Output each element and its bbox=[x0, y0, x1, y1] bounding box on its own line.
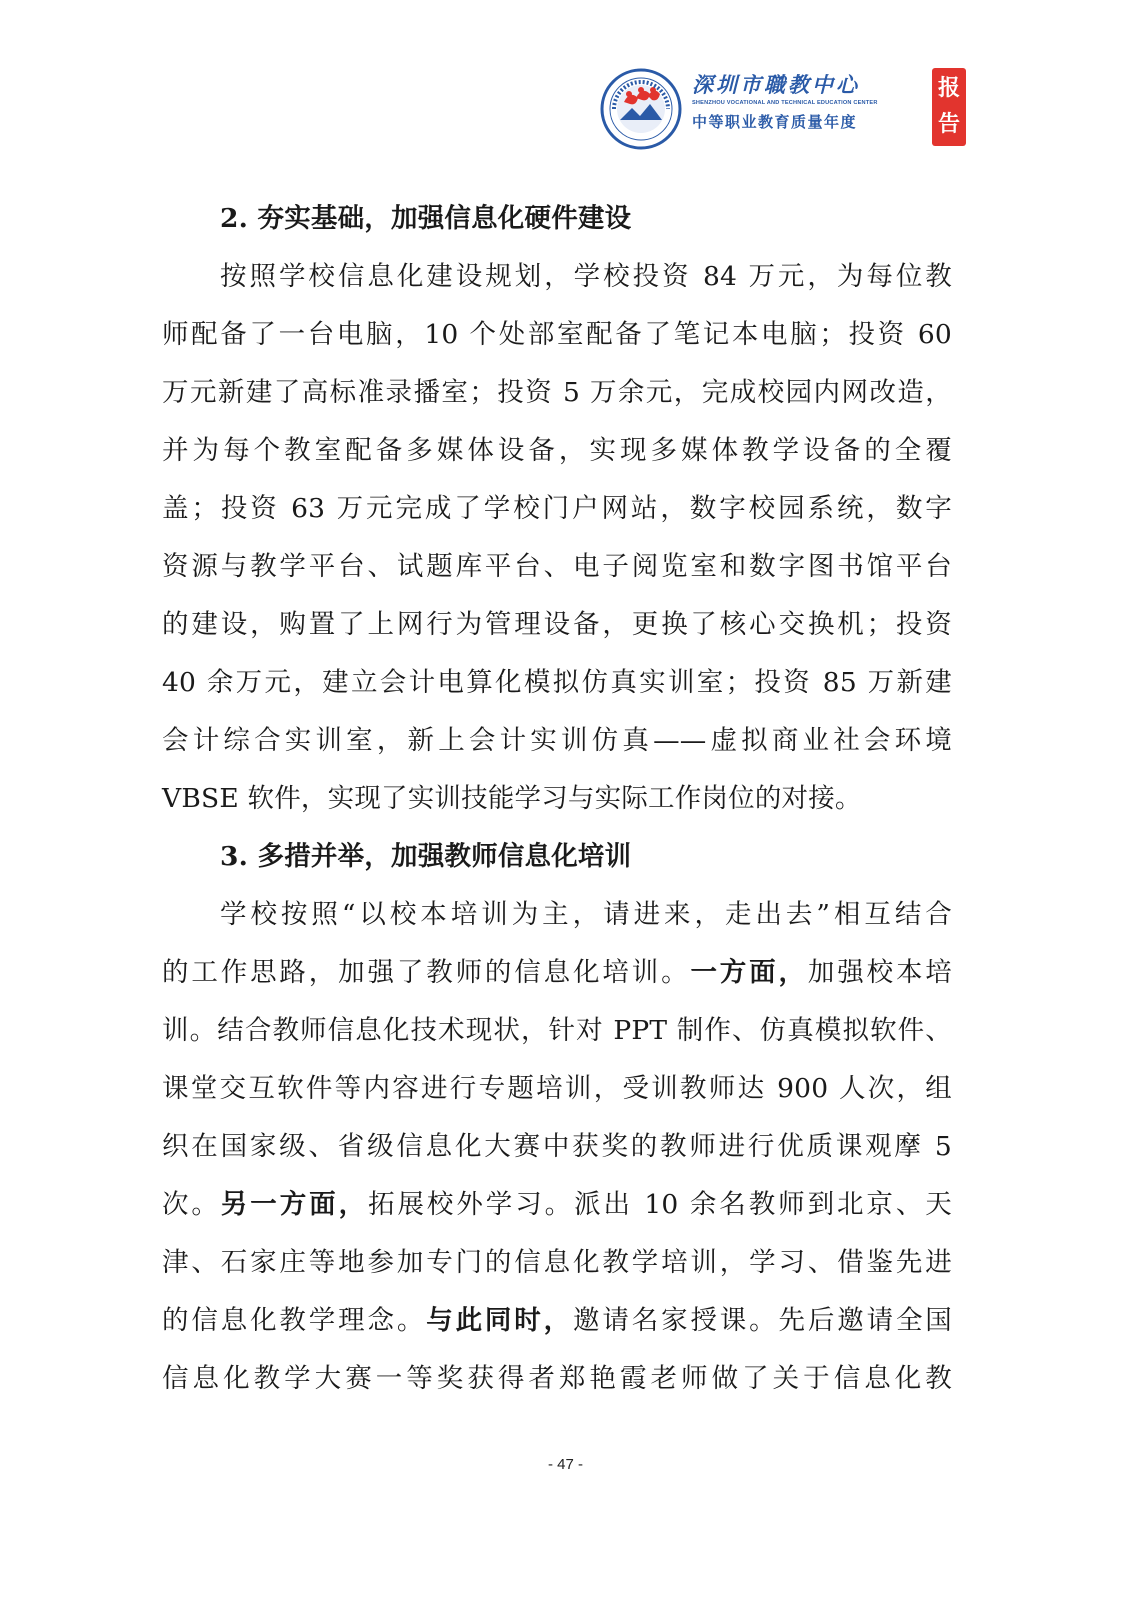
paragraph-line bbox=[162, 1292, 952, 1350]
text-run: 邀请名家授课。先后邀请全国 bbox=[573, 1305, 952, 1336]
paragraph-line: 盖；投资 63 万元完成了学校门户网站，数字校园系统，数字 bbox=[162, 493, 952, 524]
emphasis-text: 另一方面， bbox=[220, 1189, 369, 1220]
paragraph-line: 织在国家级、省级信息化大赛中获奖的教师进行优质课观摩 5 bbox=[162, 1131, 952, 1162]
paragraph-line: 会计综合实训室，新上会计实训仿真——虚拟商业社会环境 bbox=[162, 725, 952, 756]
emphasis-text: 与此同时， bbox=[426, 1305, 574, 1336]
organization-name-english: SHENZHOU VOCATIONAL AND TECHNICAL EDUCATION CENTER bbox=[692, 100, 878, 106]
report-tag-char-2: 告 bbox=[937, 112, 960, 137]
paragraph-line: 的建设，购置了上网行为管理设备，更换了核心交换机；投资 bbox=[162, 609, 952, 640]
school-emblem-icon bbox=[600, 68, 682, 150]
report-title: 中等职业教育质量年度 bbox=[692, 113, 858, 131]
paragraph-line: 课堂交互软件等内容进行专题培训，受训教师达 900 人次，组 bbox=[162, 1073, 952, 1104]
paragraph-line: 津、石家庄等地参加专门的信息化教学培训，学习、借鉴先进 bbox=[162, 1247, 952, 1278]
paragraph-line bbox=[162, 944, 952, 1002]
paragraph-line: 万元新建了高标准录播室；投资 5 万余元，完成校园内网改造， bbox=[162, 377, 952, 408]
text-run: 加强校本培 bbox=[807, 957, 953, 988]
paragraph-line: 40 余万元，建立会计电算化模拟仿真实训室；投资 85 万新建 bbox=[162, 667, 952, 698]
section-heading-2: 2. 夯实基础，加强信息化硬件建设 bbox=[220, 203, 632, 234]
document-body bbox=[162, 190, 952, 1408]
paragraph-line: VBSE 软件，实现了实训技能学习与实际工作岗位的对接。 bbox=[162, 783, 862, 814]
page-number: - 47 - bbox=[547, 1456, 583, 1473]
report-tag-char-1: 报 bbox=[937, 76, 960, 101]
section-heading-3: 3. 多措并举，加强教师信息化培训 bbox=[220, 841, 632, 872]
paragraph-line: 训。结合教师信息化技术现状，针对 PPT 制作、仿真模拟软件、 bbox=[162, 1015, 952, 1046]
paragraph-line: 资源与教学平台、试题库平台、电子阅览室和数字图书馆平台 bbox=[162, 551, 952, 582]
emphasis-text: 一方面， bbox=[690, 957, 808, 988]
paragraph-line: 并为每个教室配备多媒体设备，实现多媒体教学设备的全覆 bbox=[162, 435, 952, 466]
paragraph-line: 按照学校信息化建设规划，学校投资 84 万元，为每位教 bbox=[220, 261, 952, 292]
text-run: 的信息化教学理念。 bbox=[162, 1305, 427, 1336]
organization-name: 深圳市職教中心 bbox=[692, 73, 860, 97]
report-header bbox=[600, 62, 970, 152]
text-run: 的工作思路，加强了教师的信息化培训。 bbox=[162, 957, 691, 988]
paragraph-line bbox=[162, 1176, 952, 1234]
organization-block bbox=[692, 72, 917, 133]
paragraph-line: 信息化教学大赛一等奖获得者郑艳霞老师做了关于信息化教 bbox=[162, 1363, 952, 1394]
paragraph-line: 学校按照“以校本培训为主，请进来，走出去”相互结合 bbox=[220, 899, 952, 930]
report-tag bbox=[932, 68, 966, 146]
text-run: 拓展校外学习。派出 10 余名教师到北京、天 bbox=[368, 1189, 953, 1220]
paragraph-line: 师配备了一台电脑，10 个处部室配备了笔记本电脑；投资 60 bbox=[162, 319, 952, 350]
text-run: 次。 bbox=[162, 1189, 221, 1220]
